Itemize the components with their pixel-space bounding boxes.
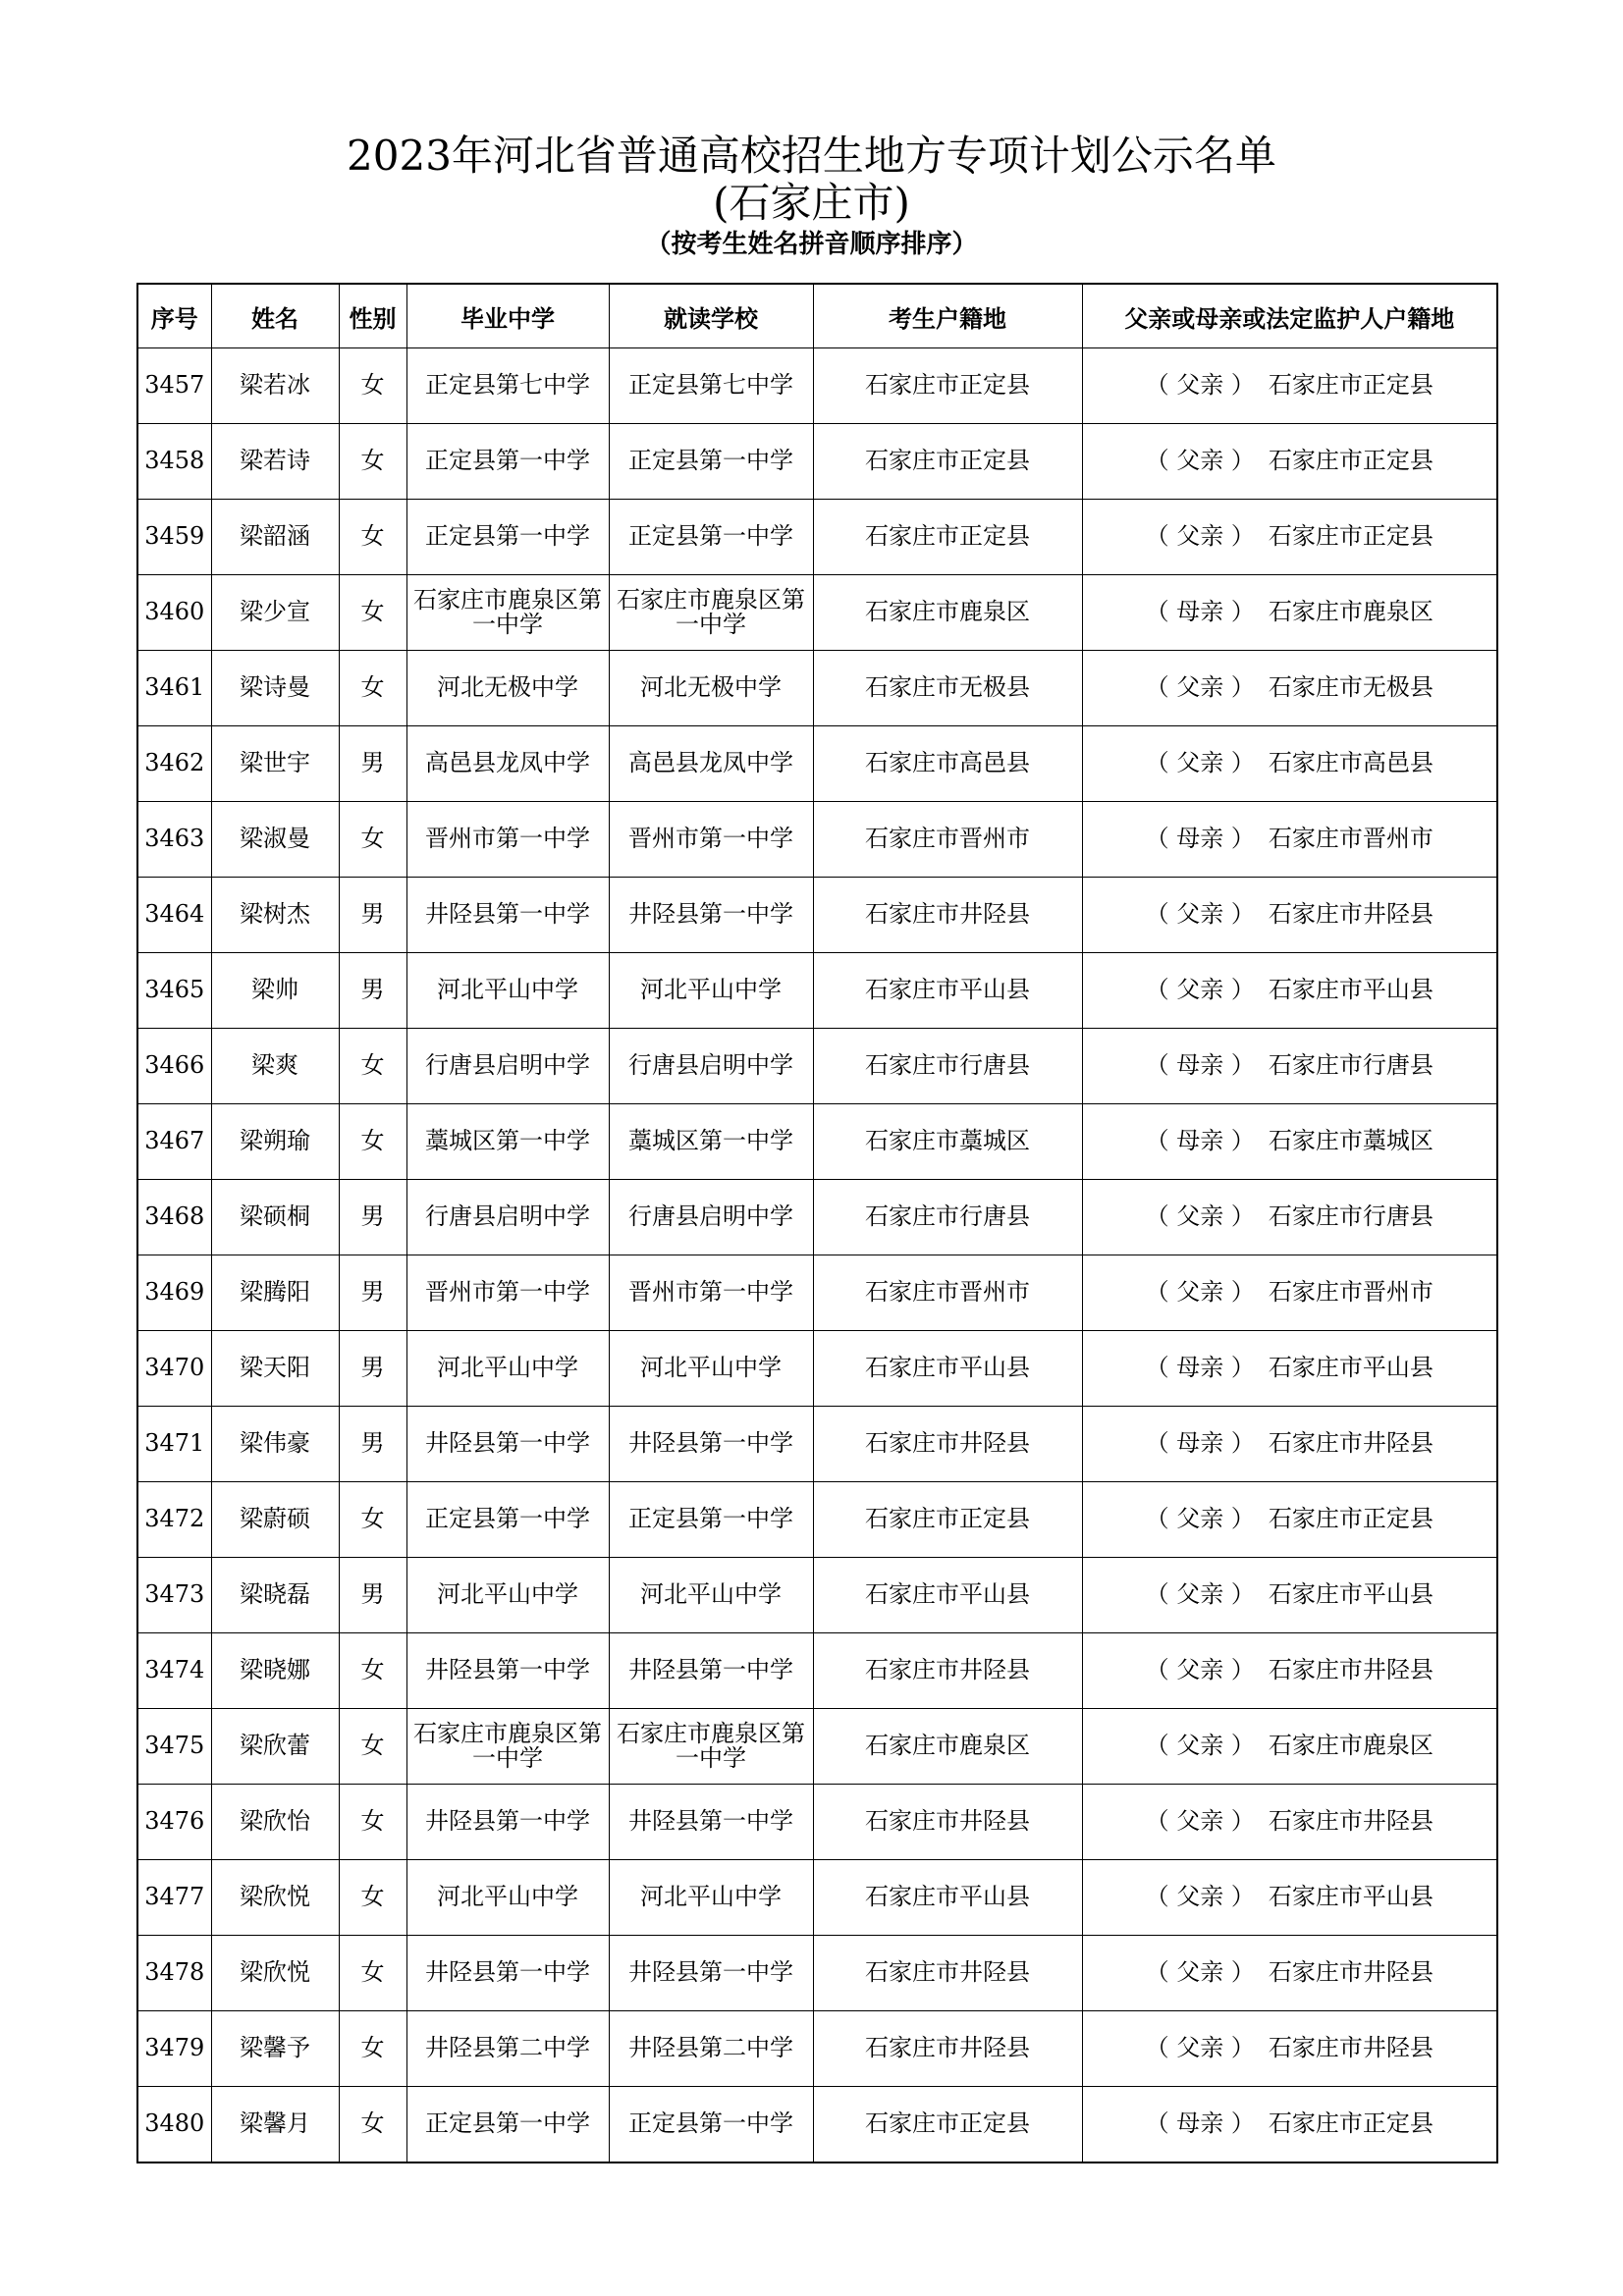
cell-grad-school: 正定县第一中学 bbox=[406, 1482, 609, 1558]
guardian-residence: 石家庄市行唐县 bbox=[1268, 1051, 1434, 1080]
cell-seq: 3473 bbox=[137, 1558, 211, 1633]
cell-seq: 3474 bbox=[137, 1633, 211, 1709]
guardian-relation: （ 母亲 ） bbox=[1145, 598, 1255, 626]
page-title: 2023年河北省普通高校招生地方专项计划公示名单 bbox=[347, 132, 1276, 180]
cell-guardian-residence bbox=[1082, 1936, 1497, 2011]
cell-seq: 3475 bbox=[137, 1709, 211, 1785]
cell-grad-school: 井陉县第一中学 bbox=[406, 1407, 609, 1482]
cell-guardian-residence bbox=[1082, 1860, 1497, 1936]
table-row bbox=[137, 651, 1497, 726]
header-grad-school: 毕业中学 bbox=[406, 284, 609, 348]
cell-grad-school: 行唐县启明中学 bbox=[406, 1029, 609, 1104]
cell-grad-school: 井陉县第一中学 bbox=[406, 1936, 609, 2011]
guardian-residence: 石家庄市晋州市 bbox=[1268, 1278, 1434, 1307]
guardian-relation: （ 父亲 ） bbox=[1145, 2034, 1255, 2062]
table-header-row bbox=[137, 284, 1497, 348]
cell-grad-school: 行唐县启明中学 bbox=[406, 1180, 609, 1255]
cell-residence: 石家庄市井陉县 bbox=[813, 1407, 1082, 1482]
table-row bbox=[137, 1255, 1497, 1331]
guardian-relation: （ 父亲 ） bbox=[1145, 1278, 1255, 1307]
table-row bbox=[137, 1936, 1497, 2011]
guardian-residence: 石家庄市正定县 bbox=[1268, 371, 1434, 400]
guardian-relation: （ 父亲 ） bbox=[1145, 976, 1255, 1004]
cell-guardian-residence bbox=[1082, 726, 1497, 802]
cell-guardian-residence bbox=[1082, 1785, 1497, 1860]
cell-gender: 男 bbox=[339, 953, 406, 1029]
guardian-relation: （ 父亲 ） bbox=[1145, 1883, 1255, 1911]
cell-grad-school: 石家庄市鹿泉区第一中学 bbox=[406, 575, 609, 651]
cell-current-school: 行唐县启明中学 bbox=[609, 1180, 813, 1255]
cell-current-school: 正定县第一中学 bbox=[609, 2087, 813, 2163]
cell-seq: 3469 bbox=[137, 1255, 211, 1331]
header-current-school: 就读学校 bbox=[609, 284, 813, 348]
cell-seq: 3471 bbox=[137, 1407, 211, 1482]
header-guardian-residence: 父亲或母亲或法定监护人户籍地 bbox=[1082, 284, 1497, 348]
cell-grad-school: 河北平山中学 bbox=[406, 1558, 609, 1633]
cell-name: 梁馨予 bbox=[211, 2011, 339, 2087]
cell-current-school: 井陉县第一中学 bbox=[609, 1633, 813, 1709]
cell-residence: 石家庄市正定县 bbox=[813, 500, 1082, 575]
cell-gender: 女 bbox=[339, 1709, 406, 1785]
guardian-relation: （ 母亲 ） bbox=[1145, 2109, 1255, 2138]
table-row bbox=[137, 953, 1497, 1029]
cell-grad-school: 井陉县第一中学 bbox=[406, 1633, 609, 1709]
cell-seq: 3457 bbox=[137, 348, 211, 424]
cell-gender: 女 bbox=[339, 1785, 406, 1860]
cell-name: 梁蔚硕 bbox=[211, 1482, 339, 1558]
table-row bbox=[137, 1029, 1497, 1104]
cell-seq: 3462 bbox=[137, 726, 211, 802]
cell-current-school: 河北平山中学 bbox=[609, 1558, 813, 1633]
cell-name: 梁晓娜 bbox=[211, 1633, 339, 1709]
cell-guardian-residence bbox=[1082, 348, 1497, 424]
cell-name: 梁淑曼 bbox=[211, 802, 339, 878]
cell-residence: 石家庄市鹿泉区 bbox=[813, 1709, 1082, 1785]
guardian-residence: 石家庄市鹿泉区 bbox=[1268, 1732, 1434, 1760]
cell-current-school: 井陉县第一中学 bbox=[609, 1936, 813, 2011]
cell-seq: 3467 bbox=[137, 1104, 211, 1180]
cell-current-school: 正定县第七中学 bbox=[609, 348, 813, 424]
table-row bbox=[137, 575, 1497, 651]
guardian-residence: 石家庄市井陉县 bbox=[1268, 1958, 1434, 1987]
cell-name: 梁腾阳 bbox=[211, 1255, 339, 1331]
cell-seq: 3477 bbox=[137, 1860, 211, 1936]
guardian-residence: 石家庄市平山县 bbox=[1268, 1580, 1434, 1609]
table-row bbox=[137, 802, 1497, 878]
cell-name: 梁若诗 bbox=[211, 424, 339, 500]
cell-name: 梁诗曼 bbox=[211, 651, 339, 726]
table-row bbox=[137, 348, 1497, 424]
cell-name: 梁若冰 bbox=[211, 348, 339, 424]
cell-seq: 3465 bbox=[137, 953, 211, 1029]
cell-seq: 3464 bbox=[137, 878, 211, 953]
cell-seq: 3461 bbox=[137, 651, 211, 726]
cell-gender: 女 bbox=[339, 1860, 406, 1936]
cell-seq: 3472 bbox=[137, 1482, 211, 1558]
page-subtitle-city: (石家庄市) bbox=[713, 179, 910, 227]
cell-seq: 3480 bbox=[137, 2087, 211, 2163]
table-row bbox=[137, 424, 1497, 500]
cell-current-school: 行唐县启明中学 bbox=[609, 1029, 813, 1104]
cell-name: 梁树杰 bbox=[211, 878, 339, 953]
table-row bbox=[137, 1104, 1497, 1180]
guardian-relation: （ 父亲 ） bbox=[1145, 522, 1255, 551]
cell-current-school: 正定县第一中学 bbox=[609, 424, 813, 500]
cell-name: 梁欣悦 bbox=[211, 1860, 339, 1936]
cell-guardian-residence bbox=[1082, 1709, 1497, 1785]
cell-gender: 女 bbox=[339, 1936, 406, 2011]
guardian-relation: （ 父亲 ） bbox=[1145, 1732, 1255, 1760]
table-row bbox=[137, 2011, 1497, 2087]
header-seq: 序号 bbox=[137, 284, 211, 348]
cell-gender: 女 bbox=[339, 2087, 406, 2163]
guardian-relation: （ 母亲 ） bbox=[1145, 1354, 1255, 1382]
cell-name: 梁伟豪 bbox=[211, 1407, 339, 1482]
cell-gender: 女 bbox=[339, 1482, 406, 1558]
cell-gender: 女 bbox=[339, 575, 406, 651]
cell-residence: 石家庄市正定县 bbox=[813, 348, 1082, 424]
guardian-residence: 石家庄市井陉县 bbox=[1268, 900, 1434, 929]
cell-grad-school: 河北无极中学 bbox=[406, 651, 609, 726]
cell-current-school: 正定县第一中学 bbox=[609, 1482, 813, 1558]
cell-name: 梁世宇 bbox=[211, 726, 339, 802]
table-row bbox=[137, 1482, 1497, 1558]
cell-residence: 石家庄市井陉县 bbox=[813, 1633, 1082, 1709]
table-row bbox=[137, 2087, 1497, 2163]
cell-residence: 石家庄市井陉县 bbox=[813, 1785, 1082, 1860]
guardian-relation: （ 父亲 ） bbox=[1145, 1580, 1255, 1609]
cell-residence: 石家庄市正定县 bbox=[813, 2087, 1082, 2163]
cell-current-school: 晋州市第一中学 bbox=[609, 1255, 813, 1331]
guardian-residence: 石家庄市晋州市 bbox=[1268, 825, 1434, 853]
cell-guardian-residence bbox=[1082, 575, 1497, 651]
cell-guardian-residence bbox=[1082, 1029, 1497, 1104]
guardian-residence: 石家庄市平山县 bbox=[1268, 1883, 1434, 1911]
cell-current-school: 石家庄市鹿泉区第一中学 bbox=[609, 575, 813, 651]
cell-residence: 石家庄市晋州市 bbox=[813, 1255, 1082, 1331]
cell-guardian-residence bbox=[1082, 953, 1497, 1029]
guardian-relation: （ 父亲 ） bbox=[1145, 1807, 1255, 1836]
guardian-relation: （ 父亲 ） bbox=[1145, 1656, 1255, 1684]
cell-gender: 男 bbox=[339, 1558, 406, 1633]
cell-current-school: 正定县第一中学 bbox=[609, 500, 813, 575]
cell-name: 梁爽 bbox=[211, 1029, 339, 1104]
cell-seq: 3468 bbox=[137, 1180, 211, 1255]
cell-current-school: 藁城区第一中学 bbox=[609, 1104, 813, 1180]
table-row bbox=[137, 726, 1497, 802]
cell-guardian-residence bbox=[1082, 802, 1497, 878]
cell-residence: 石家庄市行唐县 bbox=[813, 1180, 1082, 1255]
table-row bbox=[137, 1785, 1497, 1860]
guardian-residence: 石家庄市平山县 bbox=[1268, 976, 1434, 1004]
cell-name: 梁韶涵 bbox=[211, 500, 339, 575]
cell-residence: 石家庄市平山县 bbox=[813, 1860, 1082, 1936]
guardian-residence: 石家庄市井陉县 bbox=[1268, 1807, 1434, 1836]
cell-name: 梁天阳 bbox=[211, 1331, 339, 1407]
cell-name: 梁晓磊 bbox=[211, 1558, 339, 1633]
table-row bbox=[137, 1180, 1497, 1255]
cell-current-school: 河北平山中学 bbox=[609, 953, 813, 1029]
cell-grad-school: 正定县第七中学 bbox=[406, 348, 609, 424]
cell-residence: 石家庄市平山县 bbox=[813, 953, 1082, 1029]
guardian-relation: （ 父亲 ） bbox=[1145, 1958, 1255, 1987]
cell-seq: 3458 bbox=[137, 424, 211, 500]
cell-current-school: 河北无极中学 bbox=[609, 651, 813, 726]
guardian-residence: 石家庄市无极县 bbox=[1268, 673, 1434, 702]
cell-gender: 女 bbox=[339, 1633, 406, 1709]
cell-current-school: 井陉县第一中学 bbox=[609, 878, 813, 953]
cell-seq: 3479 bbox=[137, 2011, 211, 2087]
table-row bbox=[137, 878, 1497, 953]
cell-current-school: 井陉县第二中学 bbox=[609, 2011, 813, 2087]
admission-list-table bbox=[136, 283, 1498, 2163]
cell-guardian-residence bbox=[1082, 1482, 1497, 1558]
cell-guardian-residence bbox=[1082, 500, 1497, 575]
table-row bbox=[137, 1860, 1497, 1936]
cell-residence: 石家庄市藁城区 bbox=[813, 1104, 1082, 1180]
cell-current-school: 高邑县龙凤中学 bbox=[609, 726, 813, 802]
cell-grad-school: 河北平山中学 bbox=[406, 1331, 609, 1407]
cell-seq: 3478 bbox=[137, 1936, 211, 2011]
guardian-residence: 石家庄市正定县 bbox=[1268, 522, 1434, 551]
cell-current-school: 石家庄市鹿泉区第一中学 bbox=[609, 1709, 813, 1785]
sort-order-note: （按考生姓名拼音顺序排序） bbox=[645, 230, 978, 259]
cell-gender: 女 bbox=[339, 1029, 406, 1104]
cell-seq: 3460 bbox=[137, 575, 211, 651]
cell-gender: 男 bbox=[339, 1180, 406, 1255]
cell-gender: 男 bbox=[339, 1331, 406, 1407]
cell-guardian-residence bbox=[1082, 2087, 1497, 2163]
cell-residence: 石家庄市正定县 bbox=[813, 424, 1082, 500]
cell-guardian-residence bbox=[1082, 1331, 1497, 1407]
cell-guardian-residence bbox=[1082, 424, 1497, 500]
cell-name: 梁少宣 bbox=[211, 575, 339, 651]
cell-gender: 女 bbox=[339, 651, 406, 726]
guardian-residence: 石家庄市井陉县 bbox=[1268, 1656, 1434, 1684]
table-row bbox=[137, 1407, 1497, 1482]
guardian-residence: 石家庄市高邑县 bbox=[1268, 749, 1434, 777]
cell-gender: 女 bbox=[339, 348, 406, 424]
cell-gender: 男 bbox=[339, 726, 406, 802]
guardian-residence: 石家庄市正定县 bbox=[1268, 1505, 1434, 1533]
cell-name: 梁欣蕾 bbox=[211, 1709, 339, 1785]
cell-current-school: 井陉县第一中学 bbox=[609, 1785, 813, 1860]
cell-grad-school: 井陉县第二中学 bbox=[406, 2011, 609, 2087]
cell-residence: 石家庄市无极县 bbox=[813, 651, 1082, 726]
cell-seq: 3459 bbox=[137, 500, 211, 575]
cell-guardian-residence bbox=[1082, 1104, 1497, 1180]
header-residence: 考生户籍地 bbox=[813, 284, 1082, 348]
cell-guardian-residence bbox=[1082, 1255, 1497, 1331]
cell-current-school: 河北平山中学 bbox=[609, 1860, 813, 1936]
guardian-residence: 石家庄市正定县 bbox=[1268, 447, 1434, 475]
guardian-residence: 石家庄市藁城区 bbox=[1268, 1127, 1434, 1155]
table-row bbox=[137, 1558, 1497, 1633]
cell-residence: 石家庄市井陉县 bbox=[813, 1936, 1082, 2011]
cell-residence: 石家庄市晋州市 bbox=[813, 802, 1082, 878]
cell-residence: 石家庄市鹿泉区 bbox=[813, 575, 1082, 651]
guardian-relation: （ 父亲 ） bbox=[1145, 371, 1255, 400]
cell-name: 梁馨月 bbox=[211, 2087, 339, 2163]
cell-gender: 女 bbox=[339, 802, 406, 878]
cell-current-school: 晋州市第一中学 bbox=[609, 802, 813, 878]
cell-grad-school: 石家庄市鹿泉区第一中学 bbox=[406, 1709, 609, 1785]
cell-gender: 女 bbox=[339, 424, 406, 500]
cell-residence: 石家庄市井陉县 bbox=[813, 2011, 1082, 2087]
cell-grad-school: 晋州市第一中学 bbox=[406, 1255, 609, 1331]
cell-grad-school: 正定县第一中学 bbox=[406, 500, 609, 575]
cell-grad-school: 正定县第一中学 bbox=[406, 424, 609, 500]
guardian-relation: （ 母亲 ） bbox=[1145, 1429, 1255, 1458]
cell-grad-school: 河北平山中学 bbox=[406, 1860, 609, 1936]
cell-guardian-residence bbox=[1082, 1180, 1497, 1255]
cell-seq: 3476 bbox=[137, 1785, 211, 1860]
cell-name: 梁朔瑜 bbox=[211, 1104, 339, 1180]
cell-guardian-residence bbox=[1082, 1407, 1497, 1482]
cell-guardian-residence bbox=[1082, 1633, 1497, 1709]
cell-grad-school: 藁城区第一中学 bbox=[406, 1104, 609, 1180]
cell-gender: 女 bbox=[339, 2011, 406, 2087]
cell-seq: 3470 bbox=[137, 1331, 211, 1407]
guardian-relation: （ 母亲 ） bbox=[1145, 825, 1255, 853]
cell-guardian-residence bbox=[1082, 1558, 1497, 1633]
table-row bbox=[137, 1331, 1497, 1407]
cell-residence: 石家庄市井陉县 bbox=[813, 878, 1082, 953]
table-body bbox=[137, 348, 1497, 2163]
cell-gender: 男 bbox=[339, 1255, 406, 1331]
cell-grad-school: 井陉县第一中学 bbox=[406, 1785, 609, 1860]
cell-grad-school: 河北平山中学 bbox=[406, 953, 609, 1029]
cell-gender: 女 bbox=[339, 1104, 406, 1180]
cell-gender: 女 bbox=[339, 500, 406, 575]
cell-guardian-residence bbox=[1082, 651, 1497, 726]
cell-residence: 石家庄市正定县 bbox=[813, 1482, 1082, 1558]
cell-gender: 男 bbox=[339, 1407, 406, 1482]
header-gender: 性别 bbox=[339, 284, 406, 348]
guardian-residence: 石家庄市井陉县 bbox=[1268, 2034, 1434, 2062]
cell-guardian-residence bbox=[1082, 878, 1497, 953]
cell-grad-school: 正定县第一中学 bbox=[406, 2087, 609, 2163]
guardian-relation: （ 父亲 ） bbox=[1145, 1202, 1255, 1231]
guardian-residence: 石家庄市鹿泉区 bbox=[1268, 598, 1434, 626]
header-name: 姓名 bbox=[211, 284, 339, 348]
cell-name: 梁硕桐 bbox=[211, 1180, 339, 1255]
guardian-relation: （ 父亲 ） bbox=[1145, 673, 1255, 702]
cell-seq: 3463 bbox=[137, 802, 211, 878]
cell-residence: 石家庄市平山县 bbox=[813, 1331, 1082, 1407]
cell-gender: 男 bbox=[339, 878, 406, 953]
cell-residence: 石家庄市平山县 bbox=[813, 1558, 1082, 1633]
guardian-residence: 石家庄市正定县 bbox=[1268, 2109, 1434, 2138]
guardian-residence: 石家庄市行唐县 bbox=[1268, 1202, 1434, 1231]
guardian-relation: （ 母亲 ） bbox=[1145, 1127, 1255, 1155]
cell-grad-school: 井陉县第一中学 bbox=[406, 878, 609, 953]
cell-residence: 石家庄市高邑县 bbox=[813, 726, 1082, 802]
guardian-relation: （ 父亲 ） bbox=[1145, 1505, 1255, 1533]
table-row bbox=[137, 500, 1497, 575]
guardian-residence: 石家庄市平山县 bbox=[1268, 1354, 1434, 1382]
cell-name: 梁欣悦 bbox=[211, 1936, 339, 2011]
cell-seq: 3466 bbox=[137, 1029, 211, 1104]
guardian-relation: （ 父亲 ） bbox=[1145, 900, 1255, 929]
table-row bbox=[137, 1633, 1497, 1709]
guardian-residence: 石家庄市井陉县 bbox=[1268, 1429, 1434, 1458]
guardian-relation: （ 父亲 ） bbox=[1145, 447, 1255, 475]
cell-current-school: 井陉县第一中学 bbox=[609, 1407, 813, 1482]
cell-name: 梁欣怡 bbox=[211, 1785, 339, 1860]
table-row bbox=[137, 1709, 1497, 1785]
cell-name: 梁帅 bbox=[211, 953, 339, 1029]
cell-residence: 石家庄市行唐县 bbox=[813, 1029, 1082, 1104]
cell-current-school: 河北平山中学 bbox=[609, 1331, 813, 1407]
guardian-relation: （ 母亲 ） bbox=[1145, 1051, 1255, 1080]
cell-grad-school: 晋州市第一中学 bbox=[406, 802, 609, 878]
cell-grad-school: 高邑县龙凤中学 bbox=[406, 726, 609, 802]
cell-guardian-residence bbox=[1082, 2011, 1497, 2087]
guardian-relation: （ 父亲 ） bbox=[1145, 749, 1255, 777]
